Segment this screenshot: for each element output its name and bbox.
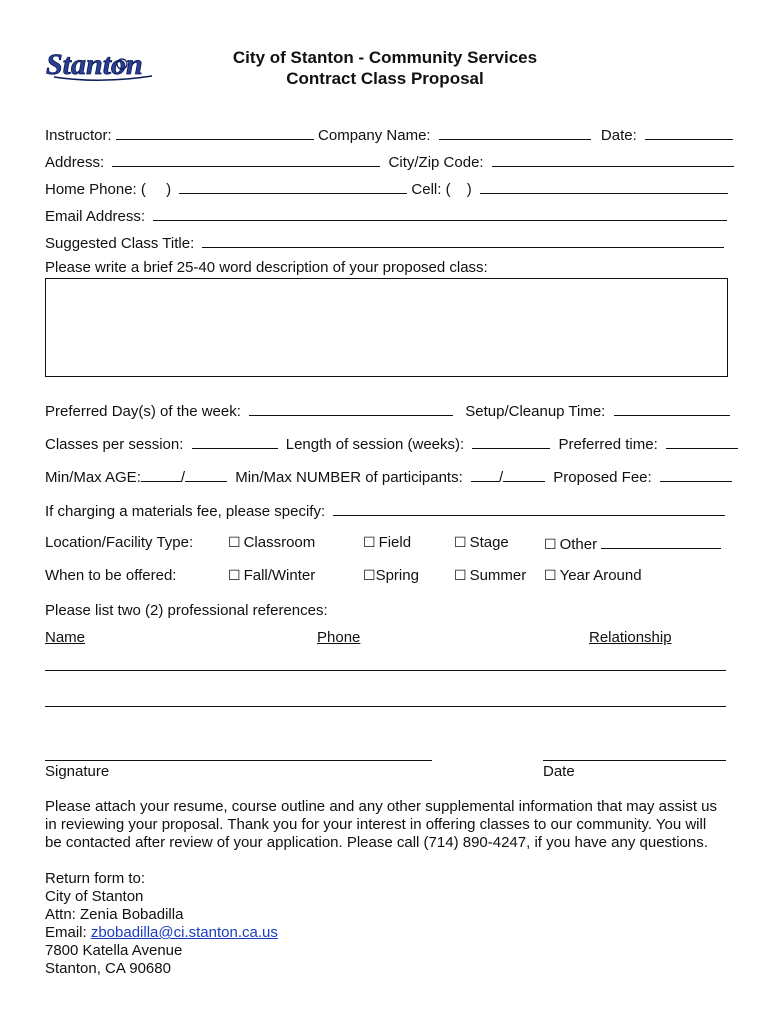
number-slash: / — [498, 469, 504, 486]
location-option-label: Field — [378, 534, 412, 551]
return-email-link[interactable]: zbobadilla@ci.stanton.ca.us — [90, 924, 278, 941]
classes-per-session-label: Classes per session: — [45, 436, 184, 453]
when-option-label: Summer — [469, 567, 527, 584]
cityzip-label: City/Zip Code: — [388, 154, 484, 171]
checkbox-icon[interactable]: ☐ — [228, 567, 241, 583]
closing-line-1: Please attach your resume, course outline and any other supplemental information that may assist us — [45, 798, 718, 815]
when-option-spring[interactable] — [363, 567, 419, 584]
signature-date-label: Date — [543, 763, 575, 780]
form-title-line2: Contract Class Proposal — [286, 69, 484, 88]
materials-fee-field[interactable] — [333, 501, 725, 516]
form-title-line1: City of Stanton - Community Services — [232, 48, 538, 67]
proposed-fee-label: Proposed Fee: — [553, 469, 652, 486]
checkbox-icon[interactable]: ☐ — [228, 534, 241, 550]
checkbox-icon[interactable]: ☐ — [544, 567, 557, 583]
cell-label: Cell: ( — [411, 181, 451, 198]
session-row — [45, 434, 738, 453]
checkbox-icon[interactable]: ☐ — [363, 534, 376, 550]
preferred-days-field[interactable] — [249, 401, 453, 416]
references-prompt: Please list two (2) professional references: — [45, 602, 328, 619]
classes-per-session-field[interactable] — [192, 434, 278, 449]
return-email-row — [45, 924, 278, 941]
when-option-year-around[interactable] — [544, 567, 642, 584]
checkbox-icon[interactable]: ☐ — [544, 536, 557, 552]
company-field[interactable] — [439, 125, 591, 140]
address-label: Address: — [45, 154, 105, 171]
age-slash: / — [180, 469, 186, 486]
class-title-row — [45, 233, 724, 252]
when-option-summer[interactable] — [454, 567, 526, 584]
description-box[interactable] — [45, 278, 728, 377]
min-age-field[interactable] — [141, 467, 181, 482]
reference-line-1[interactable] — [45, 670, 726, 671]
address-field[interactable] — [112, 152, 380, 167]
location-label: Location/Facility Type: — [45, 534, 194, 551]
location-option-stage[interactable] — [454, 534, 509, 551]
when-option-label: Fall/Winter — [243, 567, 316, 584]
references-col-relationship: Relationship — [589, 629, 672, 646]
stanton-logo — [44, 42, 159, 86]
home-phone-label: Home Phone: ( — [45, 181, 146, 198]
proposed-fee-field[interactable] — [660, 467, 732, 482]
class-title-field[interactable] — [202, 233, 724, 248]
svg-text:Stanton: Stanton — [46, 48, 143, 81]
references-col-phone: Phone — [317, 629, 361, 646]
cityzip-field[interactable] — [492, 152, 734, 167]
description-prompt: Please write a brief 25-40 word description of your proposed class: — [45, 259, 488, 276]
company-label: Company Name: — [318, 127, 431, 144]
date-label: Date: — [600, 127, 637, 144]
signature-line[interactable] — [45, 760, 432, 761]
instructor-field[interactable] — [116, 125, 314, 140]
class-title-label: Suggested Class Title: — [45, 235, 195, 252]
checkbox-icon[interactable]: ☐ — [454, 567, 467, 583]
signature-label: Signature — [45, 763, 110, 780]
return-line-3: Attn: Zenia Bobadilla — [45, 906, 184, 923]
location-option-field[interactable] — [363, 534, 411, 551]
materials-fee-row — [45, 501, 725, 520]
checkbox-icon[interactable]: ☐ — [363, 567, 376, 583]
length-of-session-field[interactable] — [472, 434, 550, 449]
min-number-field[interactable] — [471, 467, 499, 482]
location-option-other[interactable] — [544, 534, 721, 553]
location-option-classroom[interactable] — [228, 534, 315, 551]
closing-line-2: in reviewing your proposal. Thank you for your interest in offering classes to our community. You will — [45, 816, 707, 833]
return-line-1: Return form to: — [45, 870, 146, 887]
cell-close: ) — [466, 181, 472, 198]
email-field[interactable] — [153, 206, 727, 221]
return-line-5: 7800 Katella Avenue — [45, 942, 183, 959]
instructor-row — [45, 125, 733, 144]
location-option-label: Stage — [469, 534, 509, 551]
setup-time-label: Setup/Cleanup Time: — [465, 403, 606, 420]
preferred-days-label: Preferred Day(s) of the week: — [45, 403, 241, 420]
return-email-label: Email: — [45, 924, 91, 941]
min-max-number-label: Min/Max NUMBER of participants: — [235, 469, 463, 486]
email-label: Email Address: — [45, 208, 146, 225]
home-phone-close: ) — [166, 181, 172, 198]
min-max-age-label: Min/Max AGE: — [45, 469, 141, 486]
checkbox-icon[interactable]: ☐ — [454, 534, 467, 550]
signature-date-line[interactable] — [543, 760, 726, 761]
return-line-6: Stanton, CA 90680 — [45, 960, 171, 977]
max-age-field[interactable] — [185, 467, 227, 482]
home-phone-field[interactable] — [179, 179, 407, 194]
closing-line-3: be contacted after review of your application. Please call (714) 890-4247, if you have any questions. — [45, 834, 708, 851]
preferred-time-field[interactable] — [666, 434, 738, 449]
when-option-label: Spring — [375, 567, 419, 584]
references-col-name: Name — [45, 629, 86, 646]
cell-field[interactable] — [480, 179, 728, 194]
materials-fee-label: If charging a materials fee, please specify: — [45, 503, 326, 520]
when-label: When to be offered: — [45, 567, 177, 584]
length-of-session-label: Length of session (weeks): — [285, 436, 465, 453]
other-field[interactable] — [601, 534, 721, 549]
instructor-label: Instructor: — [45, 127, 112, 144]
date-field[interactable] — [645, 125, 733, 140]
max-number-field[interactable] — [503, 467, 545, 482]
return-line-2: City of Stanton — [45, 888, 144, 905]
preferred-days-row — [45, 401, 730, 420]
email-row — [45, 206, 727, 225]
when-option-fall-winter[interactable] — [228, 567, 315, 584]
reference-line-2[interactable] — [45, 706, 726, 707]
when-option-label: Year Around — [559, 567, 642, 584]
setup-time-field[interactable] — [614, 401, 730, 416]
location-option-label: Other — [559, 536, 598, 553]
address-row — [45, 152, 734, 171]
phone-row — [45, 179, 728, 198]
preferred-time-label: Preferred time: — [558, 436, 658, 453]
minmax-row — [45, 467, 732, 486]
location-option-label: Classroom — [243, 534, 316, 551]
